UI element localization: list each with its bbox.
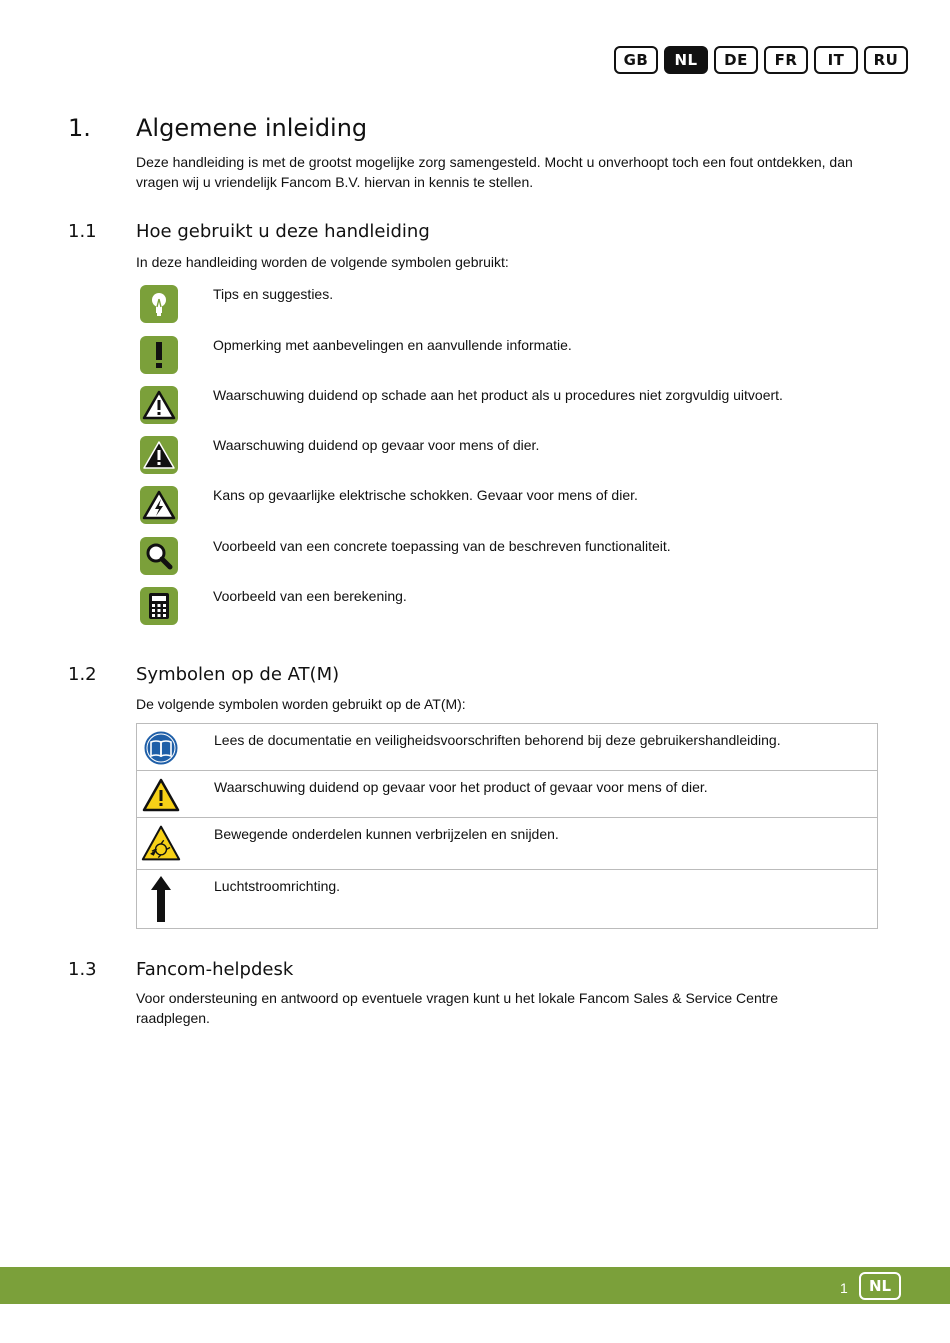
airflow-arrow-icon [141, 875, 181, 923]
general-warning-icon [141, 775, 181, 815]
section-number: 1.2 [68, 664, 97, 685]
section-title: Hoe gebruikt u deze handleiding [136, 221, 430, 242]
lightbulb-icon [140, 285, 178, 323]
section-1-3-text: Voor ondersteuning en antwoord op eventuele vragen kunt u het lokale Fancom Sales & Service Centre raadplegen. [136, 990, 779, 1026]
symbol-description: Opmerking met aanbevelingen en aanvullende informatie. [213, 337, 572, 353]
footer-language-badge: NL [859, 1272, 901, 1300]
section-number: 1.3 [68, 959, 97, 980]
symbol-row [136, 386, 876, 430]
symbol-description: Voorbeeld van een concrete toepassing van de beschreven functionaliteit. [213, 538, 671, 554]
table-row [137, 771, 877, 818]
lang-tab-de[interactable]: DE [714, 46, 758, 74]
read-manual-icon [141, 728, 181, 768]
table-row [137, 870, 877, 928]
calculator-icon [140, 587, 178, 625]
warning-filled-icon [140, 436, 178, 474]
symbol-description: Kans op gevaarlijke elektrische schokken. Gevaar voor mens of dier. [213, 487, 638, 503]
section-number: 1. [68, 114, 91, 142]
exclamation-icon [140, 336, 178, 374]
symbol-row [136, 537, 876, 581]
section-1-text: Deze handleiding is met de grootst mogelijke zorg samengesteld. Mocht u onverhoopt toch een fout ontdekken, dan vragen wij u vriendelijk Fancom B.V. hiervan in kennis te stellen. [136, 154, 853, 190]
symbol-row [136, 486, 876, 530]
symbol-row [136, 285, 876, 329]
section-title: Algemene inleiding [136, 114, 368, 142]
symbol-description: Tips en suggesties. [213, 286, 334, 302]
section-1-1-intro: In deze handleiding worden de volgende symbolen gebruikt: [136, 254, 509, 270]
warning-outline-icon [140, 386, 178, 424]
section-title: Fancom-helpdesk [136, 959, 294, 980]
row-description: Lees de documentatie en veiligheidsvoorschriften behorend bij deze gebruikershandleiding. [214, 732, 781, 748]
row-description: Bewegende onderdelen kunnen verbrijzelen en snijden. [214, 826, 559, 842]
page-number: 1 [840, 1280, 848, 1296]
lang-tab-fr[interactable]: FR [764, 46, 808, 74]
lang-tab-nl[interactable]: NL [664, 46, 708, 74]
electric-shock-icon [140, 486, 178, 524]
magnifier-icon [140, 537, 178, 575]
table-row [137, 724, 877, 771]
symbol-row [136, 436, 876, 480]
symbol-description: Waarschuwing duidend op schade aan het product als u procedures niet zorgvuldig uitvoert. [213, 387, 783, 403]
lang-tab-gb[interactable]: GB [614, 46, 658, 74]
section-number: 1.1 [68, 221, 97, 242]
lang-tab-ru[interactable]: RU [864, 46, 908, 74]
lang-tab-it[interactable]: IT [814, 46, 858, 74]
row-description: Luchtstroomrichting. [214, 878, 341, 894]
footer-bar [0, 1267, 950, 1304]
symbol-row [136, 587, 876, 631]
table-row [137, 818, 877, 870]
language-tabs [614, 46, 908, 74]
moving-parts-icon [141, 823, 181, 863]
symbol-description: Voorbeeld van een berekening. [213, 588, 407, 604]
atm-symbols-table [136, 723, 878, 929]
symbol-row [136, 336, 876, 380]
row-description: Waarschuwing duidend op gevaar voor het product of gevaar voor mens of dier. [214, 779, 708, 795]
symbol-description: Waarschuwing duidend op gevaar voor mens of dier. [213, 437, 540, 453]
section-1-2-intro: De volgende symbolen worden gebruikt op de AT(M): [136, 696, 466, 712]
section-title: Symbolen op de AT(M) [136, 664, 340, 685]
